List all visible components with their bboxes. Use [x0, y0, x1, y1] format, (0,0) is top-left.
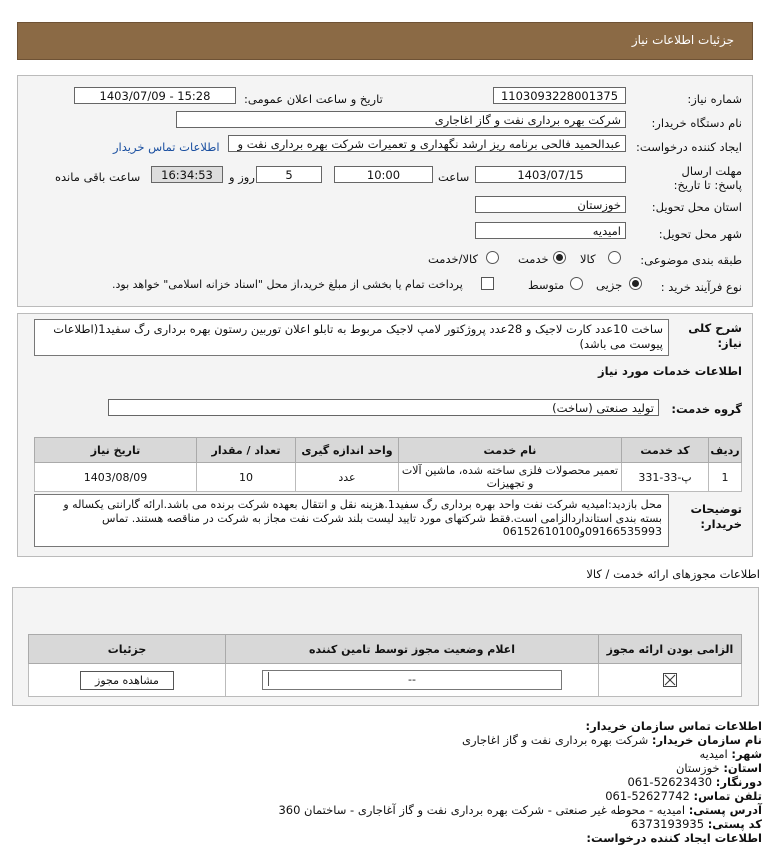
service-group-field: تولید صنعتی (ساخت) — [108, 399, 659, 416]
contact-city-label: شهر: — [731, 747, 762, 761]
contact-address-label: آدرس پستی: — [688, 803, 762, 817]
contact-fax — [627, 775, 762, 789]
buyer-label: نام دستگاه خریدار: — [651, 116, 742, 130]
announce-field: 1403/07/09 - 15:28 — [74, 87, 236, 104]
need-info-panel — [17, 75, 753, 307]
permits-title: اطلاعات مجوزهای ارائه خدمت / کالا — [586, 567, 760, 581]
category-option-goods: کالا — [580, 252, 596, 266]
province-field: خوزستان — [475, 196, 626, 213]
contact-fax-value: 52623430-061 — [627, 775, 713, 789]
permit-required-checkbox — [663, 673, 677, 687]
days-label: روز و — [229, 170, 255, 184]
col-status: اعلام وضعیت مجوز توسط تامین کننده — [226, 635, 599, 664]
col-qty: تعداد / مقدار — [197, 438, 296, 463]
contact-address-value: امیدیه - محوطه غیر صنعتی - شرکت بهره برداری نفت و گاز آغاجاری - ساختمان 360 — [278, 803, 686, 817]
permit-details-cell — [29, 664, 226, 697]
creator-label: ایجاد کننده درخواست: — [636, 140, 742, 154]
notes-box: محل بازدید:امیدیه شرکت نفت واحد بهره برداری رگ سفید1.هزینه نقل و انتقال بعهده شرکت برنده می باشد.ارائه گارانتی یکساله و بسته بندی استانداردالزامی است.فقط شرکتهای مورد تایید لیست بلند شرکت نفت مجاز به شرکت در مناقصه هستند. تماس 09166535993و06152610100 — [34, 494, 669, 547]
creator-info-title: اطلاعات ایجاد کننده درخواست: — [586, 831, 762, 845]
permit-required-cell — [599, 664, 742, 697]
announce-label: تاریخ و ساعت اعلان عمومی: — [244, 92, 383, 106]
contact-city-value: امیدیه — [699, 747, 728, 761]
creator-field: عبدالحمید فالحی برنامه ریز ارشد نگهداری و تعمیرات شرکت بهره برداری نفت و — [228, 135, 626, 152]
buyer-contact-link[interactable]: اطلاعات تماس خریدار — [113, 140, 220, 154]
deadline-date-field: 1403/07/15 — [475, 166, 626, 183]
process-label: نوع فرآیند خرید : — [660, 280, 742, 294]
description-box: ساخت 10عدد کارت لاجیک و 28عدد پروژکتور لامپ لاجیک مربوط به تابلو اعلان توربین رستون بهره برداری رگ سفید1(اطلاعات پیوست می باشد) — [34, 319, 669, 356]
permit-status-select[interactable] — [262, 670, 562, 690]
services-title: اطلاعات خدمات مورد نیاز — [598, 364, 742, 378]
category-radio-service[interactable] — [553, 251, 566, 264]
permits-table — [28, 634, 742, 697]
cell-date: 1403/08/09 — [35, 463, 197, 492]
process-radio-minor[interactable] — [629, 277, 642, 290]
treasury-text: پرداخت تمام یا بخشی از مبلغ خرید،از محل "اسناد خزانه اسلامی" خواهد بود. — [112, 278, 463, 291]
deadline-time-field: 10:00 — [334, 166, 433, 183]
cell-qty: 10 — [197, 463, 296, 492]
need-number-label: شماره نیاز: — [687, 92, 742, 106]
contact-province-value: خوزستان — [675, 761, 720, 775]
cross-icon — [664, 674, 676, 686]
page-header — [17, 22, 753, 60]
col-row: ردیف — [709, 438, 742, 463]
category-option-both: کالا/خدمت — [428, 252, 479, 266]
services-table — [34, 437, 742, 492]
contact-org-label: نام سازمان خریدار: — [651, 733, 762, 747]
contact-fax-label: دورنگار: — [715, 775, 762, 789]
contact-address — [278, 803, 762, 817]
contact-city — [699, 747, 762, 761]
city-label: شهر محل تحویل: — [658, 227, 742, 241]
category-radio-goods[interactable] — [608, 251, 621, 264]
col-required: الزامی بودن ارائه مجوز — [599, 635, 742, 664]
description-label: شرح کلی نیاز: — [688, 321, 742, 350]
contact-phone — [605, 789, 762, 803]
remaining-time-field: 16:34:53 — [151, 166, 223, 183]
contact-title: اطلاعات تماس سازمان خریدار: — [585, 719, 762, 733]
col-unit: واحد اندازه گیری — [296, 438, 399, 463]
cell-unit: عدد — [296, 463, 399, 492]
remaining-label: ساعت باقی مانده — [55, 170, 141, 184]
need-number-field: 1103093228001375 — [493, 87, 626, 104]
contact-postal — [631, 817, 762, 831]
contact-org — [462, 733, 762, 747]
notes-label: توضیحات خریدار: — [690, 502, 742, 531]
deadline-label: مهلت ارسال پاسخ: تا تاریخ: — [673, 164, 742, 192]
treasury-checkbox[interactable] — [481, 277, 494, 290]
table-row — [35, 463, 742, 492]
contact-phone-label: تلفن تماس: — [693, 789, 762, 803]
dropdown-handle-icon — [264, 672, 269, 686]
province-label: استان محل تحویل: — [651, 200, 742, 214]
process-option-minor: جزیی — [596, 278, 623, 292]
contact-province — [676, 761, 762, 775]
view-permit-button[interactable]: مشاهده مجوز — [80, 671, 174, 690]
city-field: امیدیه — [475, 222, 626, 239]
category-option-service: خدمت — [518, 252, 549, 266]
process-option-medium: متوسط — [528, 278, 565, 292]
service-group-label: گروه خدمت: — [671, 402, 742, 416]
process-radio-medium[interactable] — [570, 277, 583, 290]
cell-name: تعمیر محصولات فلزی ساخته شده، ماشین آلات و تجهیزات — [399, 463, 622, 492]
permits-table-header — [29, 635, 742, 664]
permit-status-value: -- — [408, 673, 416, 686]
contact-org-value: شرکت بهره برداری نفت و گاز اغاجاری — [461, 733, 649, 747]
col-details: جزئیات — [29, 635, 226, 664]
category-label: طبقه بندی موضوعی: — [640, 253, 742, 267]
contact-province-label: استان: — [723, 761, 762, 775]
permit-row — [29, 664, 742, 697]
services-table-header — [35, 438, 742, 463]
cell-code: پ-33-331 — [622, 463, 709, 492]
col-date: تاریخ نیاز — [35, 438, 197, 463]
buyer-field: شرکت بهره برداری نفت و گاز اغاجاری — [176, 111, 626, 128]
days-field: 5 — [256, 166, 322, 183]
deadline-time-label: ساعت — [438, 170, 470, 184]
col-name: نام خدمت — [399, 438, 622, 463]
page-title: جزئیات اطلاعات نیاز — [631, 33, 734, 47]
category-radio-both[interactable] — [486, 251, 499, 264]
contact-postal-label: کد پستی: — [707, 817, 762, 831]
contact-postal-value: 6373193935 — [630, 817, 705, 831]
permit-status-cell — [226, 664, 599, 697]
col-code: کد خدمت — [622, 438, 709, 463]
contact-phone-value: 52627742-061 — [605, 789, 690, 803]
cell-row: 1 — [709, 463, 742, 492]
